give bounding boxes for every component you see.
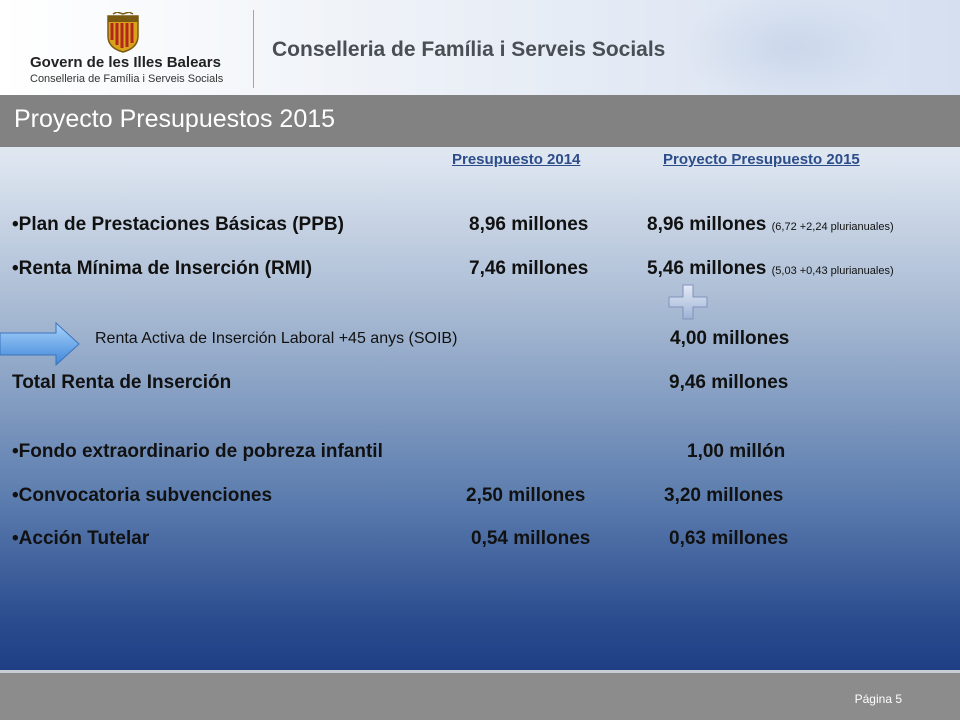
rmi-value-2015-text: 5,46 millones bbox=[647, 258, 767, 279]
row-fondo-label bbox=[12, 441, 383, 463]
ppb-value-2015 bbox=[647, 214, 894, 236]
bullet: • bbox=[12, 528, 19, 549]
rmi-value-2015 bbox=[647, 258, 894, 280]
row-ppb-label bbox=[12, 214, 344, 236]
bullet: • bbox=[12, 258, 19, 279]
fondo-label: Fondo extraordinario de pobreza infantil bbox=[18, 441, 383, 462]
bullet: • bbox=[12, 485, 19, 506]
government-subtitle: Conselleria de Família i Serveis Socials bbox=[30, 73, 224, 85]
department-title: Conselleria de Família i Serveis Socials bbox=[272, 38, 666, 61]
total-value-2015: 9,46 millones bbox=[669, 372, 789, 393]
title-bar bbox=[0, 95, 960, 147]
page-number: Página 5 bbox=[854, 692, 902, 706]
tutelar-value-2015: 0,63 millones bbox=[669, 528, 789, 549]
header bbox=[0, 0, 960, 95]
soib-label: Renta Activa de Inserción Laboral +45 anys (SOIB) bbox=[95, 330, 458, 347]
convocatoria-label: Convocatoria subvenciones bbox=[18, 485, 273, 506]
balearic-crest-icon bbox=[105, 12, 141, 54]
header-divider bbox=[253, 10, 254, 88]
plus-icon bbox=[668, 284, 708, 320]
tutelar-label: Acción Tutelar bbox=[18, 528, 150, 549]
fondo-value-2015: 1,00 millón bbox=[687, 441, 786, 462]
right-arrow-icon bbox=[0, 322, 80, 366]
ppb-value-2014: 8,96 millones bbox=[469, 214, 589, 235]
ppb-label: Plan de Prestaciones Básicas (PPB) bbox=[18, 214, 344, 235]
tutelar-value-2014: 0,54 millones bbox=[471, 528, 591, 549]
rmi-note-2015: (5,03 +0,43 plurianuales) bbox=[771, 265, 894, 277]
row-convocatoria-label bbox=[12, 485, 272, 507]
row-rmi-label bbox=[12, 258, 312, 280]
column-header-2015: Proyecto Presupuesto 2015 bbox=[663, 151, 860, 168]
ppb-value-2015-text: 8,96 millones bbox=[647, 214, 767, 235]
rmi-label: Renta Mínima de Inserción (RMI) bbox=[18, 258, 313, 279]
slide-title: Proyecto Presupuestos 2015 bbox=[14, 105, 336, 133]
government-name: Govern de les Illes Balears bbox=[30, 54, 221, 71]
convocatoria-value-2015: 3,20 millones bbox=[664, 485, 784, 506]
footer bbox=[0, 670, 960, 720]
soib-value-2015: 4,00 millones bbox=[670, 328, 790, 349]
convocatoria-value-2014: 2,50 millones bbox=[466, 485, 586, 506]
footer-divider bbox=[0, 670, 960, 673]
row-tutelar-label bbox=[12, 528, 149, 550]
column-header-2014: Presupuesto 2014 bbox=[452, 151, 581, 168]
ppb-note-2015: (6,72 +2,24 plurianuales) bbox=[771, 221, 894, 233]
header-watermark bbox=[680, 0, 900, 105]
bullet: • bbox=[12, 441, 19, 462]
bullet: • bbox=[12, 214, 19, 235]
total-label: Total Renta de Inserción bbox=[12, 372, 232, 393]
rmi-value-2014: 7,46 millones bbox=[469, 258, 589, 279]
